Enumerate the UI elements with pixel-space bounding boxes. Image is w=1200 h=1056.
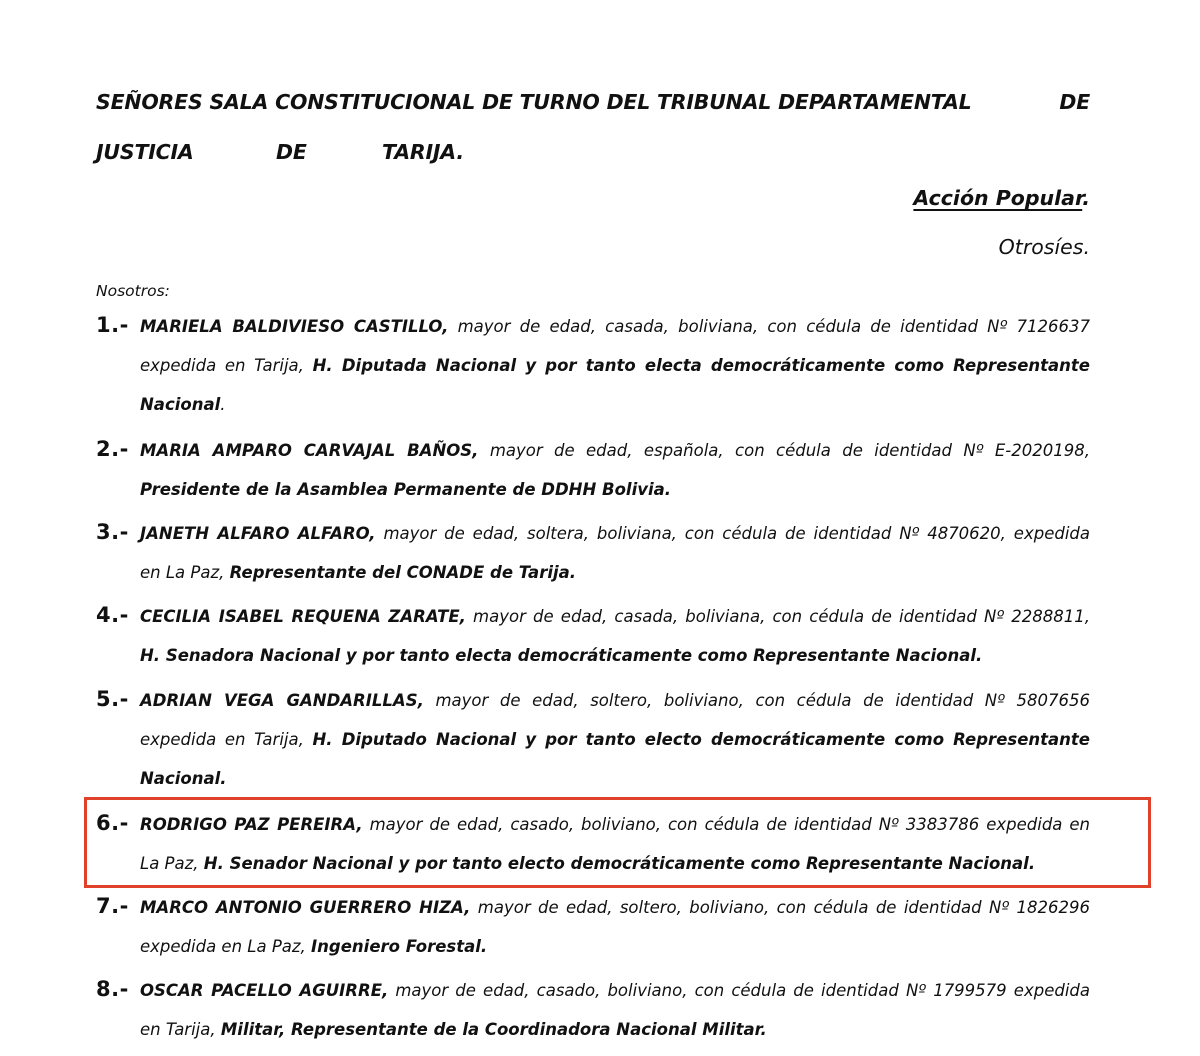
entry-line <box>140 522 1090 546</box>
entry-line <box>140 728 1090 752</box>
entry-text: La Paz, <box>140 854 204 873</box>
entry-text-bold: Militar, Representante de la Coordinadora Nacional Militar. <box>220 1020 767 1039</box>
entry-text-bold: OSCAR PACELLO AGUIRRE, <box>140 981 389 1000</box>
entry-text-bold: MARCO ANTONIO GUERRERO HIZA, <box>140 898 471 917</box>
entry-text: en Tarija, <box>140 1020 221 1039</box>
entry-number: 1.- <box>96 313 129 337</box>
entry-text: mayor de edad, casada, boliviana, con cédula de identidad Nº 2288811, <box>465 607 1090 626</box>
entry-line <box>140 767 1090 791</box>
entry-line <box>140 979 1090 1003</box>
entry-text: expedida en Tarija, <box>140 356 313 375</box>
entry-line <box>140 354 1090 378</box>
entry-number: 2.- <box>96 437 129 461</box>
entry-text-bold: MARIA AMPARO CARVAJAL BAÑOS, <box>140 441 479 460</box>
entry-text: mayor de edad, casada, boliviana, con cédula de identidad Nº 7126637 <box>448 317 1090 336</box>
addressee-word-tarija: TARIJA. <box>382 140 464 164</box>
entry-number: 3.- <box>96 520 129 544</box>
entry-number: 7.- <box>96 894 129 918</box>
entry-line <box>140 561 1090 585</box>
action-title-text: Acción Popular <box>913 186 1083 210</box>
entry-line <box>140 689 1090 713</box>
entry-text-bold: Representante del CONADE de Tarija. <box>229 563 577 582</box>
entry-line <box>140 605 1090 629</box>
entry-line <box>140 439 1090 463</box>
action-title-period: . <box>1082 186 1090 210</box>
entry-number: 5.- <box>96 687 129 711</box>
entry-text-bold: Nacional. <box>140 769 227 788</box>
intro-label: Nosotros: <box>96 282 170 300</box>
entry-text-bold: Nacional <box>140 395 221 414</box>
entry-text: mayor de edad, casado, boliviano, con cédula de identidad Nº 1799579 expedida <box>388 981 1090 1000</box>
entry-line <box>140 644 1090 668</box>
entry-text-bold: H. Diputado Nacional y por tanto electo democráticamente como Representante <box>312 730 1090 749</box>
entry-text: mayor de edad, soltero, boliviano, con cédula de identidad Nº 5807656 <box>423 691 1090 710</box>
entry-text-bold: H. Senadora Nacional y por tanto electa democráticamente como Representante Nacional. <box>140 646 983 665</box>
entry-text: mayor de edad, española, con cédula de identidad Nº E-2020198, <box>478 441 1090 460</box>
entry-number: 6.- <box>96 811 129 835</box>
entry-text-bold: H. Senador Nacional y por tanto electo democráticamente como Representante Nacional. <box>203 854 1036 873</box>
addressee-word-de: DE <box>276 140 307 164</box>
entry-text: expedida en Tarija, <box>140 730 313 749</box>
entry-text-bold: RODRIGO PAZ PEREIRA, <box>140 815 363 834</box>
entry-line <box>140 935 1090 959</box>
entry-number: 4.- <box>96 603 129 627</box>
entry-number: 8.- <box>96 977 129 1001</box>
addressee-word-justicia: JUSTICIA <box>96 140 194 164</box>
entry-text: . <box>220 395 226 414</box>
otrosies-label: Otrosíes. <box>998 235 1090 259</box>
entry-text: mayor de edad, casado, boliviano, con cédula de identidad Nº 3383786 expedida en <box>362 815 1090 834</box>
entry-line <box>140 896 1090 920</box>
entry-text-bold: JANETH ALFARO ALFARO, <box>140 524 376 543</box>
addressee-line-1-main: SEÑORES SALA CONSTITUCIONAL DE TURNO DEL TRIBUNAL DEPARTAMENTAL <box>96 90 972 114</box>
entry-text-bold: Presidente de la Asamblea Permanente de DDHH Bolivia. <box>140 480 672 499</box>
entry-line <box>140 315 1090 339</box>
entry-text: mayor de edad, soltero, boliviano, con cédula de identidad Nº 1826296 <box>470 898 1090 917</box>
entry-text: mayor de edad, soltera, boliviana, con cédula de identidad Nº 4870620, expedida <box>375 524 1090 543</box>
addressee-line-1-end: DE <box>1059 90 1090 114</box>
entry-text-bold: ADRIAN VEGA GANDARILLAS, <box>140 691 424 710</box>
entry-text-bold: MARIELA BALDIVIESO CASTILLO, <box>140 317 449 336</box>
entry-text-bold: Ingeniero Forestal. <box>311 937 488 956</box>
entry-line <box>140 478 1090 502</box>
entry-text-bold: H. Diputada Nacional y por tanto electa democráticamente como Representante <box>312 356 1090 375</box>
entry-line <box>140 393 1090 417</box>
highlight-box <box>84 797 1151 888</box>
entry-line <box>140 1018 1090 1042</box>
entry-text-bold: CECILIA ISABEL REQUENA ZARATE, <box>140 607 466 626</box>
entry-text: expedida en La Paz, <box>140 937 312 956</box>
entry-text: en La Paz, <box>140 563 230 582</box>
action-title <box>913 184 1090 212</box>
